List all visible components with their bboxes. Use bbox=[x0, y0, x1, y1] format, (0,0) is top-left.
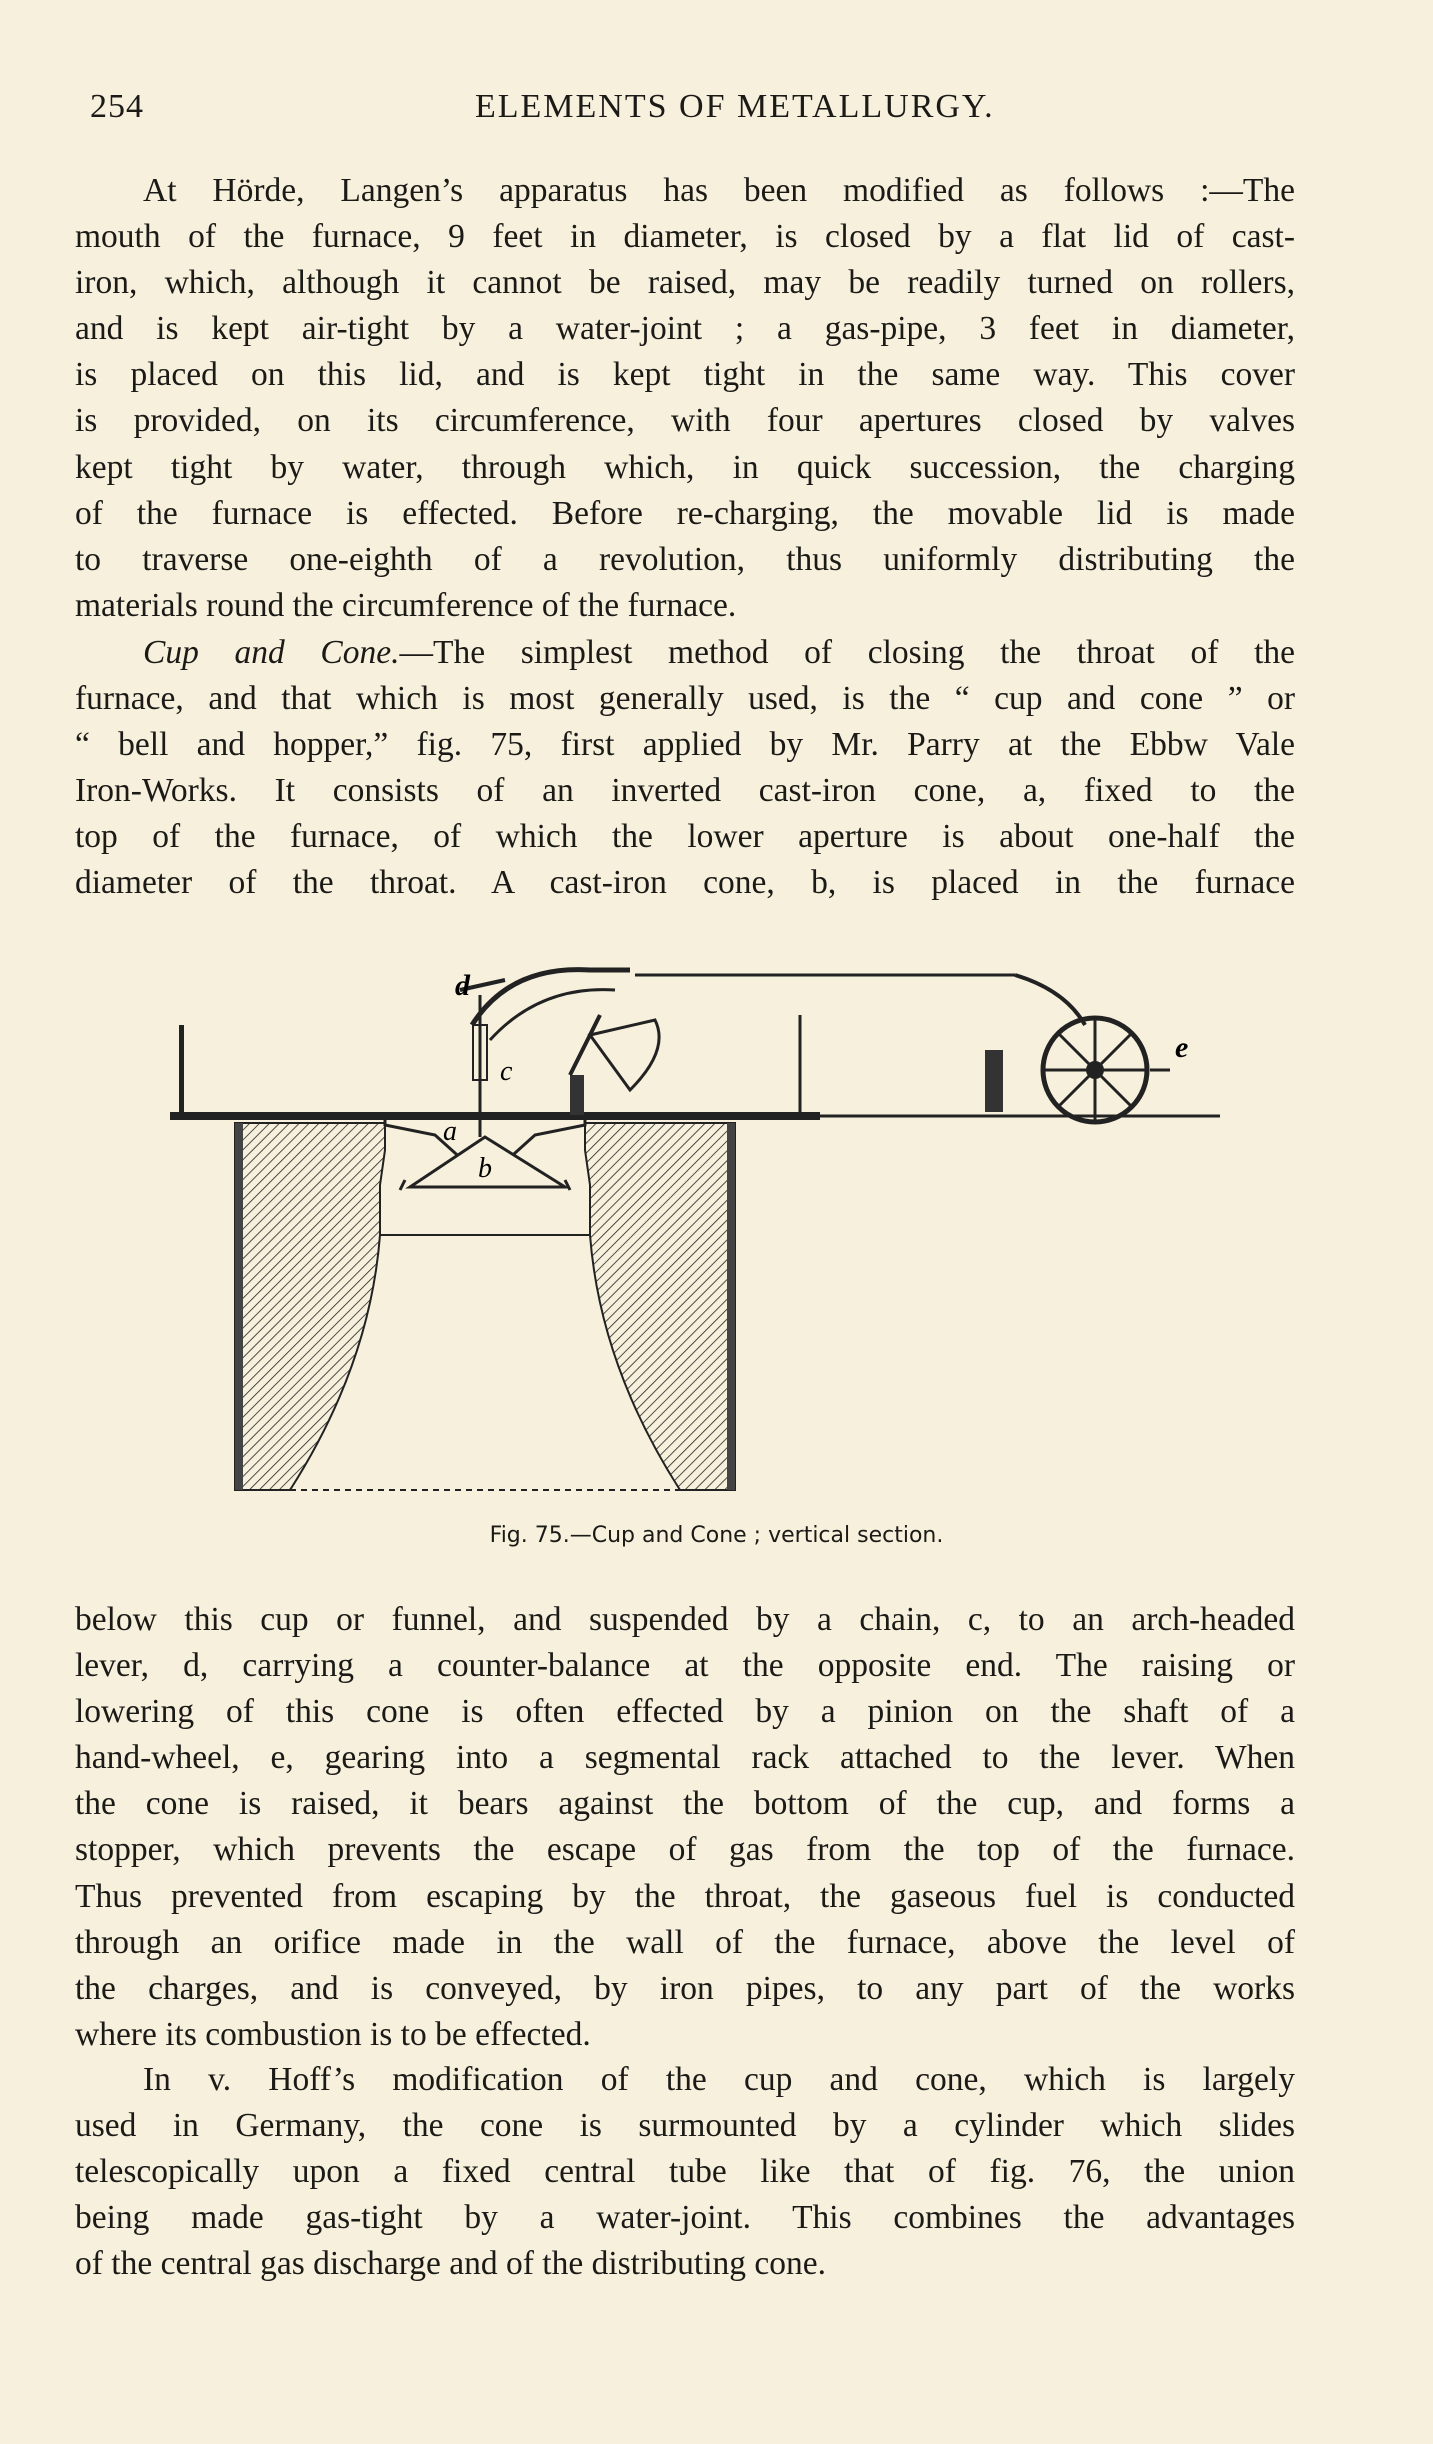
figure-75-cup-and-cone bbox=[160, 955, 1220, 1515]
text-line: to traverse one-eighth of a revolution, thus uniformly distributing the bbox=[75, 540, 1295, 578]
text-line: iron, which, although it cannot be raised, may be readily turned on rollers, bbox=[75, 264, 1295, 302]
lever-support bbox=[570, 1075, 584, 1115]
text-line: telescopically upon a fixed central tube like that of fig. 76, the union bbox=[75, 2153, 1295, 2191]
furnace-section-drawing bbox=[160, 955, 1220, 1515]
text-line: lever, d, carrying a counter-balance at the opposite end. The raising or bbox=[75, 1647, 1295, 1685]
text-line: is provided, on its circumference, with four apertures closed by valves bbox=[75, 402, 1295, 440]
text-line: Thus prevented from escaping by the throat, the gaseous fuel is conducted bbox=[75, 1877, 1295, 1915]
wall-casing-left bbox=[235, 1123, 243, 1490]
counterweight bbox=[590, 1020, 659, 1090]
text-line: below this cup or funnel, and suspended by a chain, c, to an arch-headed bbox=[75, 1601, 1295, 1638]
text-line: kept tight by water, through which, in quick succession, the charging bbox=[75, 448, 1295, 486]
text-line: used in Germany, the cone is surmounted by a cylinder which slides bbox=[75, 2107, 1295, 2145]
furnace-wall-right bbox=[585, 1123, 735, 1490]
running-header bbox=[90, 88, 1290, 138]
text-line: is placed on this lid, and is kept tight in the same way. This cover bbox=[75, 356, 1295, 394]
paragraph-hoerde bbox=[75, 168, 1295, 629]
text-line: In v. Hoff’s modification of the cup and cone, which is largely bbox=[143, 2061, 1295, 2098]
text-line: the charges, and is conveyed, by iron pipes, to any part of the works bbox=[75, 1969, 1295, 2007]
text-line: diameter of the throat. A cast-iron cone, b, is placed in the furnace bbox=[75, 864, 1295, 902]
wall-casing-right bbox=[727, 1123, 735, 1490]
figure-caption: Fig. 75.—Cup and Cone ; vertical section. bbox=[489, 1523, 944, 1548]
label-b: b bbox=[478, 1153, 492, 1184]
text-line: “ bell and hopper,” fig. 75, first applied by Mr. Parry at the Ebbw Vale bbox=[75, 726, 1295, 764]
label-d: d bbox=[455, 969, 470, 1002]
text-line: Iron-Works. It consists of an inverted cast-iron cone, a, fixed to the bbox=[75, 772, 1295, 810]
paragraph-cup-and-cone bbox=[75, 630, 1295, 907]
text-line: materials round the circumference of the furnace. bbox=[75, 586, 737, 624]
running-title: ELEMENTS OF METALLURGY. bbox=[475, 88, 995, 125]
section-heading: Cup and Cone. bbox=[143, 634, 400, 671]
paragraph-hoff-modification bbox=[75, 2057, 1295, 2287]
hand-wheel-e bbox=[985, 975, 1170, 1122]
text-line: stopper, which prevents the escape of gas from the top of the furnace. bbox=[75, 1831, 1295, 1869]
text-line: through an orifice made in the wall of the furnace, above the level of bbox=[75, 1923, 1295, 1961]
text-line: and is kept air-tight by a water-joint ; a gas-pipe, 3 feet in diameter, bbox=[75, 310, 1295, 348]
text-line: hand-wheel, e, gearing into a segmental rack attached to the lever. When bbox=[75, 1739, 1295, 1777]
heading-continuation: —The simplest method of closing the throat of the bbox=[399, 634, 1295, 671]
left-post bbox=[179, 1025, 184, 1115]
text-line: of the furnace is effected. Before re-charging, the movable lid is made bbox=[75, 494, 1295, 532]
text-line: furnace, and that which is most generally used, is the “ cup and cone ” or bbox=[75, 680, 1295, 718]
text-line: of the central gas discharge and of the distributing cone. bbox=[75, 2245, 827, 2283]
text-line: top of the furnace, of which the lower aperture is about one-half the bbox=[75, 818, 1295, 856]
text-line: being made gas-tight by a water-joint. This combines the advantages bbox=[75, 2199, 1295, 2237]
page-number: 254 bbox=[90, 88, 144, 125]
text-line: lowering of this cone is often effected by a pinion on the shaft of a bbox=[75, 1693, 1295, 1731]
label-a: a bbox=[443, 1116, 457, 1147]
text-line: where its combustion is to be effected. bbox=[75, 2015, 591, 2053]
text-line: mouth of the furnace, 9 feet in diameter, is closed by a flat lid of cast- bbox=[75, 218, 1295, 256]
text-line: the cone is raised, it bears against the bottom of the cup, and forms a bbox=[75, 1785, 1295, 1823]
text-line: At Hörde, Langen’s apparatus has been modified as follows :—The bbox=[143, 172, 1295, 209]
label-c: c bbox=[500, 1056, 513, 1087]
label-e: e bbox=[1175, 1031, 1189, 1064]
paragraph-cone-operation bbox=[75, 1597, 1295, 2058]
text-line bbox=[75, 630, 1295, 676]
furnace-wall-left bbox=[235, 1123, 385, 1490]
